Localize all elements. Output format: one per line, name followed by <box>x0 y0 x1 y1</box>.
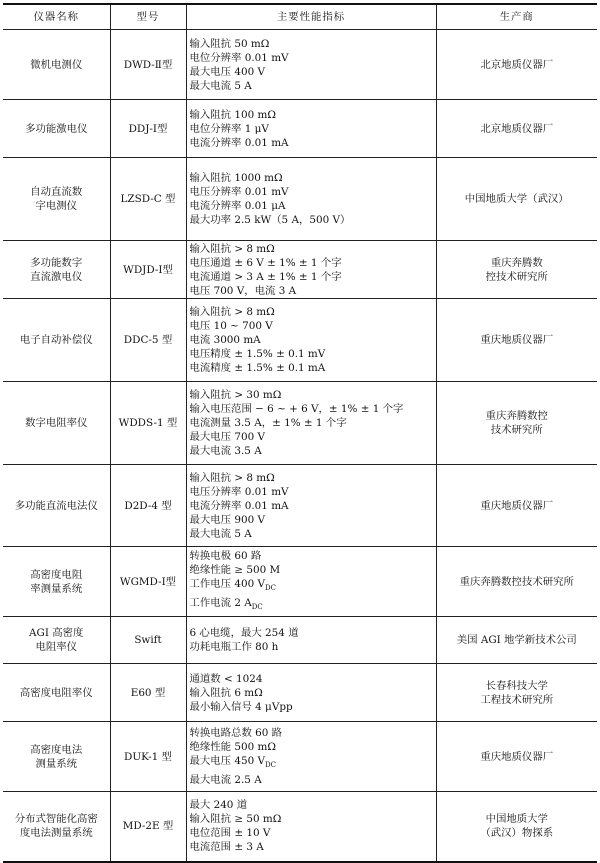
spec-line: 最大电流 5 A <box>189 527 252 540</box>
spec-line: 输入阻抗 > 30 mΩ <box>189 389 282 401</box>
instrument-name <box>3 158 110 241</box>
spec-line: 电压通道 ± 6 V ± 1% ± 1 个字 <box>189 256 342 269</box>
manufacturer <box>436 382 597 465</box>
spec-line: 最大电压 450 $V_{DC}$ <box>189 755 276 770</box>
instrument-name-line: 微机电测仪 <box>30 58 83 71</box>
specs <box>186 722 436 792</box>
instrument-name-line: 高密度电阻 <box>30 568 83 581</box>
spec-line: 电压分辨率 0.01 mV <box>189 186 289 198</box>
spec-line: 最大电压 700 V <box>189 431 266 443</box>
spec-line: 电流精度 ± 1.5% ± 0.1 mA <box>189 362 326 374</box>
manufacturer-line: 长春科技大学 <box>485 679 548 692</box>
spec-line: 输入阻抗 1000 mΩ <box>189 172 283 184</box>
table-row <box>3 241 597 299</box>
manufacturer-line: 重庆地质仪器厂 <box>480 750 554 763</box>
manufacturer-line: 北京地质仪器厂 <box>480 122 554 135</box>
manufacturer-line: 中国地质大学（武汉） <box>464 193 569 205</box>
instrument-name <box>3 664 110 722</box>
manufacturer <box>436 299 597 382</box>
specs <box>186 30 436 100</box>
spec-line: 6 心电缆，最大 254 道 <box>189 627 299 639</box>
spec-line: 电位分辨率 0.01 mV <box>189 51 289 64</box>
model: DDJ-Ⅰ型 <box>110 100 186 158</box>
spec-line: 电压 10 ~ 700 V <box>189 320 273 332</box>
manufacturer-line: 北京地质仪器厂 <box>480 58 554 71</box>
spec-line: 最大电流 2.5 A <box>189 773 262 786</box>
table-row <box>3 722 597 792</box>
spec-line: 电位范围 ± 10 V <box>189 827 271 840</box>
model: WGMD-Ⅰ型 <box>110 547 186 617</box>
manufacturer-line: 技术研究所 <box>490 424 543 436</box>
model: MD-2E 型 <box>110 792 186 862</box>
spec-line: 最大电流 5 A <box>189 79 252 92</box>
instrument-name-line: 电阻率仪 <box>35 641 78 653</box>
specs <box>186 299 436 382</box>
spec-line: 工作电流 2 $A_{DC}$ <box>189 596 263 611</box>
instrument-name-line: 分布式智能化高密 <box>14 813 98 826</box>
spec-line: 绝缘性能 500 mΩ <box>189 741 276 754</box>
instrument-table <box>3 3 597 863</box>
manufacturer-line: 控技术研究所 <box>485 270 548 283</box>
instrument-name-line: 数字电阻率仪 <box>25 417 88 429</box>
model: LZSD-C 型 <box>110 158 186 241</box>
spec-line: 电压分辨率 0.01 mV <box>189 485 289 498</box>
specs <box>186 382 436 465</box>
instrument-name <box>3 547 110 617</box>
manufacturer <box>436 100 597 158</box>
instrument-name-line: AGI 高密度 <box>29 627 84 639</box>
model: DWD-Ⅱ型 <box>110 30 186 100</box>
instrument-name <box>3 30 110 100</box>
instrument-name-line: 电子自动补偿仪 <box>19 334 93 346</box>
specs <box>186 241 436 299</box>
spec-line: 电流 3000 mA <box>189 334 261 346</box>
spec-line: 电压 700 V，电流 3 A <box>189 284 297 297</box>
manufacturer-line: 重庆奔腾数控技术研究所 <box>459 575 574 588</box>
manufacturer-line: 美国 AGI 地学新技术公司 <box>456 634 577 646</box>
specs <box>186 100 436 158</box>
spec-line: 转换电路总数 60 路 <box>189 727 283 740</box>
spec-line: 最大电压 400 V <box>189 65 266 78</box>
manufacturer <box>436 617 597 664</box>
spec-line: 电流通道 > 3 A ± 1% ± 1 个字 <box>189 270 342 283</box>
spec-line: 电位分辨率 1 μV <box>189 122 269 135</box>
instrument-name <box>3 792 110 862</box>
header-row <box>3 4 597 30</box>
spec-line: 功耗电瓶工作 80 h <box>189 641 279 653</box>
table-row <box>3 30 597 100</box>
table-row <box>3 547 597 617</box>
spec-line: 工作电压 400 $V_{DC}$ <box>189 578 276 593</box>
instrument-name-line: 自动直流数 <box>30 186 83 198</box>
manufacturer <box>436 158 597 241</box>
table-row <box>3 664 597 722</box>
instrument-name <box>3 100 110 158</box>
instrument-name-line: 高密度电法 <box>30 743 83 756</box>
spec-line: 绝缘性能 ≥ 500 M <box>189 564 281 577</box>
spec-line: 输入电压范围 − 6 ~ + 6 V，± 1% ± 1 个字 <box>189 403 404 415</box>
instrument-name-line: 高密度电阻率仪 <box>19 686 93 699</box>
model: DDC-5 型 <box>110 299 186 382</box>
spec-line: 输入阻抗 > 8 mΩ <box>189 471 275 484</box>
manufacturer-line: 重庆奔腾数控 <box>485 410 548 422</box>
instrument-name-line: 测量系统 <box>35 757 78 770</box>
manufacturer <box>436 241 597 299</box>
spec-line: 最小输入信号 4 μVpp <box>189 700 293 713</box>
instrument-name <box>3 617 110 664</box>
spec-line: 电流范围 ± 3 A <box>189 841 264 854</box>
spec-line: 电流分辨率 0.01 mA <box>189 136 289 149</box>
specs <box>186 664 436 722</box>
instrument-name-line: 直流激电仪 <box>30 270 83 283</box>
manufacturer <box>436 722 597 792</box>
table-row <box>3 158 597 241</box>
instrument-name <box>3 465 110 547</box>
spec-line: 输入阻抗 100 mΩ <box>189 108 276 121</box>
spec-line: 转换电极 60 路 <box>189 550 262 563</box>
model: Swift <box>110 617 186 664</box>
specs <box>186 617 436 664</box>
manufacturer-line: （武汉）物探系 <box>480 827 554 840</box>
instrument-name <box>3 382 110 465</box>
spec-line: 输入阻抗 > 8 mΩ <box>189 306 275 318</box>
table-row <box>3 382 597 465</box>
table-row <box>3 792 597 862</box>
manufacturer-line: 重庆奔腾数 <box>490 256 543 269</box>
spec-line: 电流测量 3.5 A，± 1% ± 1 个字 <box>189 417 347 429</box>
spec-line: 输入阻抗 6 mΩ <box>189 686 263 699</box>
manufacturer <box>436 547 597 617</box>
specs <box>186 465 436 547</box>
manufacturer <box>436 664 597 722</box>
table-row <box>3 299 597 382</box>
model: WDJD-Ⅰ型 <box>110 241 186 299</box>
table-row <box>3 617 597 664</box>
instrument-name-line: 多功能直流电法仪 <box>14 499 98 512</box>
header-specs: 主要性能指标 <box>186 4 436 30</box>
manufacturer-line: 中国地质大学 <box>485 813 548 826</box>
manufacturer-line: 工程技术研究所 <box>480 693 554 706</box>
spec-line: 最大电压 900 V <box>189 513 266 526</box>
header-instrument-name: 仪器名称 <box>3 4 110 30</box>
table-row <box>3 100 597 158</box>
spec-line: 电压精度 ± 1.5% ± 0.1 mV <box>189 348 326 360</box>
table-body <box>3 30 597 862</box>
model: E60 型 <box>110 664 186 722</box>
specs <box>186 158 436 241</box>
instrument-name-line: 多功能激电仪 <box>25 122 88 135</box>
spec-line: 电流分辨率 0.01 μA <box>189 200 286 212</box>
model: D2D-4 型 <box>110 465 186 547</box>
specs <box>186 547 436 617</box>
instrument-name <box>3 241 110 299</box>
instrument-name <box>3 299 110 382</box>
spec-line: 最大电流 3.5 A <box>189 445 262 457</box>
instrument-name-line: 率测量系统 <box>30 582 83 595</box>
instrument-name-line: 多功能数字 <box>30 256 83 269</box>
spec-line: 输入阻抗 50 mΩ <box>189 37 270 50</box>
spec-line: 输入阻抗 > 8 mΩ <box>189 242 275 255</box>
instrument-name-line: 度电法测量系统 <box>19 827 93 840</box>
spec-line: 最大 240 道 <box>189 799 248 812</box>
spec-line: 最大功率 2.5 kW（5 A，500 V） <box>189 214 351 226</box>
model: DUK-1 型 <box>110 722 186 792</box>
manufacturer <box>436 792 597 862</box>
manufacturer-line: 重庆地质仪器厂 <box>480 334 554 346</box>
header-manufacturer: 生产商 <box>436 4 597 30</box>
table-row <box>3 465 597 547</box>
manufacturer <box>436 30 597 100</box>
model: WDDS-1 型 <box>110 382 186 465</box>
manufacturer-line: 重庆地质仪器厂 <box>480 499 554 512</box>
manufacturer <box>436 465 597 547</box>
spec-line: 通道数 < 1024 <box>189 672 263 685</box>
spec-line: 输入阻抗 ≥ 50 mΩ <box>189 813 282 826</box>
instrument-name <box>3 722 110 792</box>
specs <box>186 792 436 862</box>
spec-line: 电流分辨率 0.01 mA <box>189 499 289 512</box>
header-model: 型号 <box>110 4 186 30</box>
instrument-name-line: 字电测仪 <box>35 200 78 212</box>
